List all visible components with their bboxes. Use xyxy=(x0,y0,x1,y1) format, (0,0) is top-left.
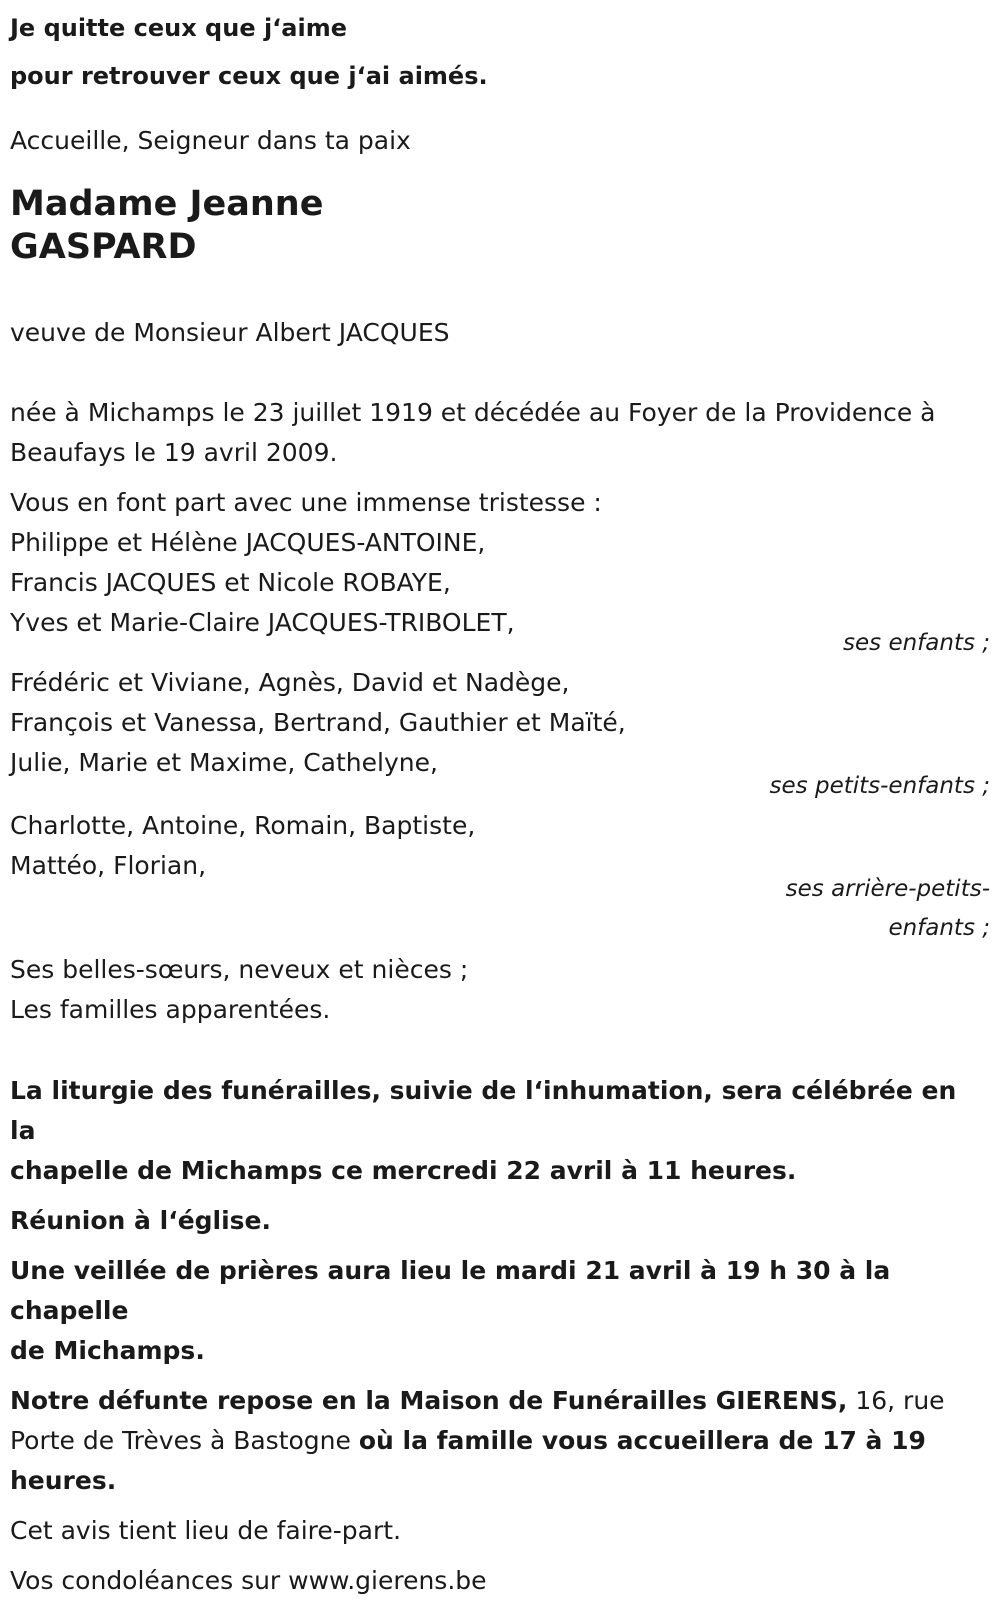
church-meeting: Réunion à l‘église. xyxy=(10,1206,272,1235)
quote-line-2: pour retrouver ceux que j‘ai aimés. xyxy=(10,62,488,90)
rest-line-1 xyxy=(10,1381,990,1421)
widow-of: veuve de Monsieur Albert JACQUES xyxy=(10,318,450,347)
list-item: Charlotte, Antoine, Romain, Baptiste, xyxy=(10,811,476,840)
rest-location-info xyxy=(10,1381,990,1501)
obituary-notice xyxy=(10,4,990,1601)
rest-plain-2: Porte de Trèves à Bastogne xyxy=(10,1426,359,1455)
epitaph-quote xyxy=(10,4,990,100)
great-grandchildren-group xyxy=(10,806,990,948)
quote-line-1: Je quitte ceux que j‘aime xyxy=(10,14,348,42)
rest-bold-3: heures. xyxy=(10,1466,117,1495)
great-grandchildren-label-line-2: enfants ; xyxy=(888,915,990,941)
great-grandchildren-label-line-1: ses arrière-petits- xyxy=(785,876,990,902)
birth-death-line-2: Beaufays le 19 avril 2009. xyxy=(10,438,338,467)
children-group xyxy=(10,523,990,663)
condolences-line: Vos condoléances sur www.gierens.be xyxy=(10,1566,487,1595)
vigil-info xyxy=(10,1251,990,1371)
grandchildren-label: ses petits-enfants ; xyxy=(769,773,990,799)
other-relatives xyxy=(10,950,990,1030)
rest-bold-2: où la famille vous accueillera de 17 à 19 xyxy=(358,1426,926,1455)
birth-death-line-1: née à Michamps le 23 juillet 1919 et décédée au Foyer de la Providence à xyxy=(10,398,936,427)
list-item: Julie, Marie et Maxime, Cathelyne, xyxy=(10,748,438,777)
list-item: Yves et Marie-Claire JACQUES-TRIBOLET, xyxy=(10,608,515,637)
announcement-intro: Vous en font part avec une immense tristesse : xyxy=(10,488,602,517)
list-item: Les familles apparentées. xyxy=(10,995,331,1024)
list-item: Ses belles-sœurs, neveux et nièces ; xyxy=(10,955,469,984)
notice-line: Cet avis tient lieu de faire-part. xyxy=(10,1516,402,1545)
liturgy-info xyxy=(10,1071,990,1191)
prayer-line: Accueille, Seigneur dans ta paix xyxy=(10,126,411,155)
list-item: Mattéo, Florian, xyxy=(10,851,207,880)
deceased-name-line-1: Madame Jeanne xyxy=(10,184,324,224)
grandchildren-group xyxy=(10,663,990,806)
list-item: Frédéric et Viviane, Agnès, David et Nadège, xyxy=(10,668,570,697)
rest-bold-1: Notre défunte repose en la Maison de Funérailles GIERENS, xyxy=(10,1386,848,1415)
children-label: ses enfants ; xyxy=(843,630,990,656)
liturgy-line-2: chapelle de Michamps ce mercredi 22 avril à 11 heures. xyxy=(10,1156,797,1185)
rest-plain-1: 16, rue xyxy=(847,1386,945,1415)
birth-death-info xyxy=(10,393,990,473)
vigil-line-1: Une veillée de prières aura lieu le mardi 21 avril à 19 h 30 à la chapelle xyxy=(10,1256,891,1325)
list-item: Philippe et Hélène JACQUES-ANTOINE, xyxy=(10,528,486,557)
liturgy-line-1: La liturgie des funérailles, suivie de l‘inhumation, sera célébrée en la xyxy=(10,1076,957,1145)
vigil-line-2: de Michamps. xyxy=(10,1336,205,1365)
list-item: Francis JACQUES et Nicole ROBAYE, xyxy=(10,568,451,597)
deceased-name xyxy=(10,183,990,269)
rest-line-2 xyxy=(10,1421,990,1461)
deceased-surname: GASPARD xyxy=(10,227,197,267)
list-item: François et Vanessa, Bertrand, Gauthier et Maïté, xyxy=(10,708,626,737)
